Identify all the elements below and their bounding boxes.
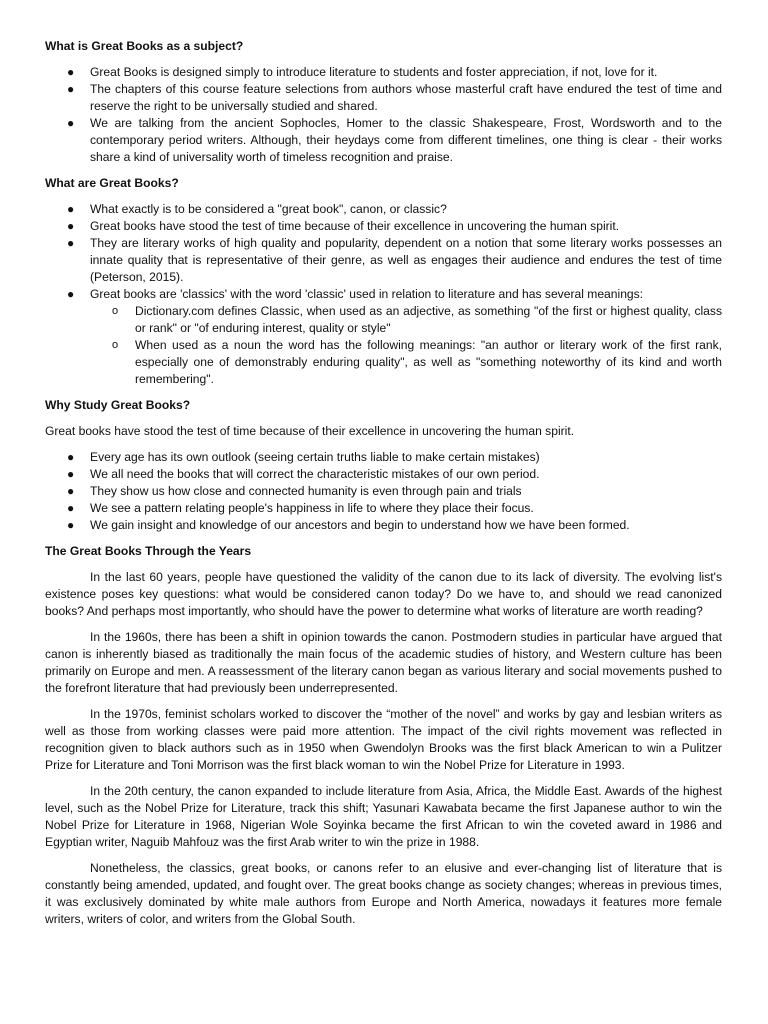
section-intro: Great books have stood the test of time because of their excellence in uncovering the human spirit. — [45, 424, 575, 438]
bullet-icon: ● — [67, 236, 75, 250]
bullet-icon: ● — [67, 219, 75, 233]
bullet-list — [45, 449, 722, 534]
list-item: ● We gain insight and knowledge of our ancestors and begin to understand how we have been formed. — [67, 518, 630, 532]
list-item: ● What exactly is to be considered a "great book", canon, or classic? — [67, 202, 447, 216]
bullet-icon: ● — [67, 501, 75, 515]
section-heading: What are Great Books? — [45, 176, 179, 190]
sub-bullet-icon: o — [112, 305, 119, 317]
bullet-list — [45, 64, 722, 166]
bullet-icon: ● — [67, 467, 75, 481]
sub-bullet-icon: o — [112, 339, 119, 351]
body-paragraph: In the last 60 years, people have questioned the validity of the canon due to its lack of diversity. The evolving list's existence poses key questions: what would be considered canon today? Do we have to, and should we read canonized books? And perhaps most importantly, who should have the power to determine what works of literature are worth reading? — [45, 570, 722, 618]
sub-bullet-list — [90, 303, 722, 388]
list-item: ● They are literary works of high quality and popularity, dependent on a notion that some literary works possesses an innate quality that is representative of their genre, as well as engages their audience and endures the test of time (Peterson, 2015). — [67, 236, 722, 284]
sub-list-item: o Dictionary.com defines Classic, when used as an adjective, as something "of the first or highest quality, class or rank" or "of enduring interest, quality or style" — [112, 304, 722, 335]
body-paragraph: Nonetheless, the classics, great books, or canons refer to an elusive and ever-changing list of literature that is constantly being amended, updated, and fought over. The great books change as society changes; whereas in previous times, it was exclusively dominated by white male authors from Europe and North America, nowadays it features more female writers, writers of color, and writers from the Global South. — [45, 861, 722, 926]
sub-list-item: o When used as a noun the word has the following meanings: "an author or literary work of the first rank, especially one of demonstrably enduring quality", as well as "something noteworthy of its kind and worth remembering". — [112, 338, 722, 386]
bullet-icon: ● — [67, 202, 75, 216]
bullet-icon: ● — [67, 65, 75, 79]
list-item: ● We all need the books that will correct the characteristic mistakes of our own period. — [67, 467, 540, 481]
body-paragraph: In the 20th century, the canon expanded to include literature from Asia, Africa, the Middle East. Awards of the highest level, such as the Nobel Prize for Literature, track this shift; Yasunari Kawabata became the first Japanese author to win the Nobel Prize for Literature in 1968, Nigerian Wole Soyinka became the first African to win the coveted award in 1986 and Egyptian writer, Naguib Mahfouz was the first Arab writer to win the prize in 1988. — [45, 784, 722, 849]
section-heading: Why Study Great Books? — [45, 398, 191, 412]
list-item: ● We are talking from the ancient Sophocles, Homer to the classic Shakespeare, Frost, Wordsworth and to the contemporary period writers. Although, their heydays come from different timelines, one thing is clear - their works share a kind of universality worth of timeless recognition and praise. — [67, 116, 722, 164]
list-item: ● The chapters of this course feature selections from authors whose masterful craft have endured the test of time and reserve the right to be universally studied and shared. — [67, 82, 722, 113]
bullet-icon: ● — [67, 116, 75, 130]
body-paragraph: In the 1960s, there has been a shift in opinion towards the canon. Postmodern studies in particular have argued that canon is inherently biased as traditionally the main focus of the academic studies of history, and Western culture has been primarily on Europe and men. A reassessment of the literary canon began as various literary and social movements pushed to the forefront literature that had previously been underrepresented. — [45, 630, 722, 695]
list-item: ● Great books are 'classics' with the word 'classic' used in relation to literature and has several meanings: o Dictionary.com defines Classic, when used as an adjective, as something "of the first or highest quality, class or rank" or "of enduring interest, quality or style" o When used as a noun the word has the following meanings: "an author or literary work of the first rank, especially one of demonstrably enduring quality", as well as "something noteworthy of its kind and worth remembering". — [67, 287, 722, 386]
section-heading: What is Great Books as a subject? — [45, 39, 244, 53]
list-item: ● Every age has its own outlook (seeing certain truths liable to make certain mistakes) — [67, 450, 540, 464]
list-item: ● Great books have stood the test of time because of their excellence in uncovering the human spirit. — [67, 219, 620, 233]
list-item: ● We see a pattern relating people's happiness in life to where they place their focus. — [67, 501, 534, 515]
bullet-icon: ● — [67, 450, 75, 464]
body-paragraph: In the 1970s, feminist scholars worked to discover the “mother of the novel” and works by gay and lesbian writers as well as those from working classes were paid more attention. The impact of the civil rights movement was reflected in recognition given to black authors such as in 1950 when Gwendolyn Brooks was the first black American to win a Pulitzer Prize for Literature and Toni Morrison was the first black woman to win the Nobel Prize for Literature in 1993. — [45, 707, 722, 772]
list-item: ● Great Books is designed simply to introduce literature to students and foster appreciation, if not, love for it. — [67, 65, 658, 79]
bullet-icon: ● — [67, 518, 75, 532]
bullet-list — [45, 201, 722, 388]
bullet-icon: ● — [67, 484, 75, 498]
bullet-icon: ● — [67, 82, 75, 96]
list-item: ● They show us how close and connected humanity is even through pain and trials — [67, 484, 522, 498]
section-heading: The Great Books Through the Years — [45, 544, 252, 558]
bullet-icon: ● — [67, 287, 75, 301]
